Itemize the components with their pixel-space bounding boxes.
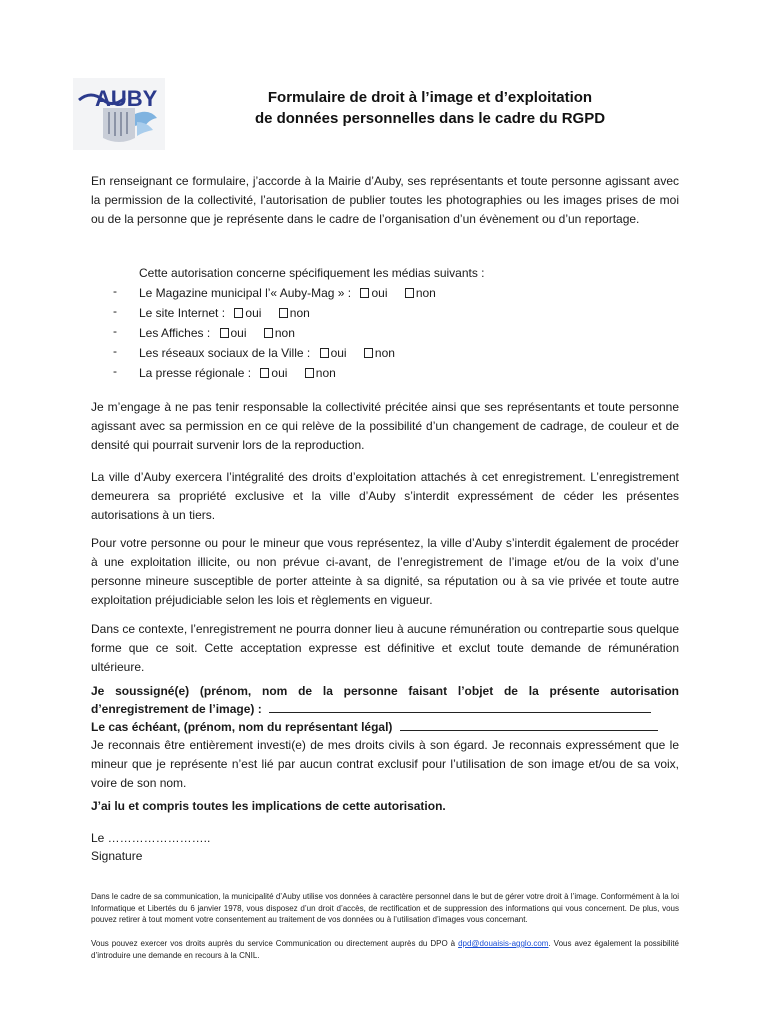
form-title-line2: de données personnelles dans le cadre du RGPD [254, 110, 606, 127]
remuneration-paragraph: Dans ce contexte, l’enregistrement ne pourra donner lieu à aucune rémunération ou contrepartie sous quelque forme que ce soit. Cette acceptation expresse est définitive et exclut toute demande de rémunération ultérieure. [91, 622, 679, 674]
list-dash: - [113, 284, 117, 298]
soussigne-line1: Je soussigné(e) (prénom, nom de la personne faisant l’objet de la présente autorisation [91, 684, 679, 698]
list-dash: - [113, 364, 117, 378]
list-dash: - [113, 304, 117, 318]
oui-checkbox[interactable] [220, 328, 229, 338]
non-label: non [289, 306, 310, 320]
oui-checkbox[interactable] [360, 288, 369, 298]
media-item-label: La presse régionale : [139, 366, 252, 380]
oui-checkbox[interactable] [260, 368, 269, 378]
oui-checkbox[interactable] [320, 348, 329, 358]
representant-input-field[interactable] [400, 719, 658, 731]
representant-label: Le cas échéant, (prénom, nom du représentant légal) [91, 720, 393, 734]
non-label: non [374, 346, 395, 360]
form-title-line1: Formulaire de droit à l’image et d’exploitation [267, 89, 593, 106]
oui-label: oui [271, 366, 288, 380]
civil-rights-paragraph: Je reconnais être entièrement investi(e) de mes droits civils à son égard. Je reconnais expressément que le mineur que je représente n’est lié par aucun contrat exclusif pour l’utilisation de son image et/ou de sa voix, voire de son nom. [91, 738, 679, 790]
oui-label: oui [330, 346, 347, 360]
list-dash: - [113, 344, 117, 358]
media-item-label: Le Magazine municipal l’« Auby-Mag » : [139, 286, 352, 300]
read-understood: J’ai lu et compris toutes les implications de cette autorisation. [91, 799, 446, 813]
auby-logo [73, 78, 165, 150]
media-item-label: Les Affiches : [139, 326, 211, 340]
media-heading: Cette autorisation concerne spécifiquement les médias suivants : [139, 266, 485, 280]
list-dash: - [113, 324, 117, 338]
non-checkbox[interactable] [264, 328, 273, 338]
non-label: non [415, 286, 436, 300]
media-item-label: Les réseaux sociaux de la Ville : [139, 346, 311, 360]
non-label: non [315, 366, 336, 380]
oui-label: oui [371, 286, 388, 300]
name-input-field[interactable] [269, 701, 651, 713]
soussigne-line2: d’enregistrement de l’image) : [91, 702, 262, 716]
footer-rights-text [91, 938, 679, 961]
non-checkbox[interactable] [364, 348, 373, 358]
oui-label: oui [230, 326, 247, 340]
footer-rights-before: Vous pouvez exercer vos droits auprès du service Communication ou directement auprès du DPO à [91, 939, 459, 948]
rights-paragraph: La ville d’Auby exercera l’intégralité des droits d’exploitation attachés à cet enregistrement. L’enregistrement demeurera sa propriété exclusive et la ville d’Auby s’interdit expressément de céder les présentes autorisations à un tiers. [91, 470, 679, 522]
signature-label: Signature [91, 849, 143, 863]
dpo-email-link[interactable]: dpd@douaisis-agglo.com [458, 939, 549, 948]
footer-rights-after: . Vous avez également la possibilité d’introduire une demande en recours à la CNIL. [91, 939, 680, 960]
oui-checkbox[interactable] [234, 308, 243, 318]
responsibility-paragraph: Je m’engage à ne pas tenir responsable la collectivité précitée ainsi que ses représentants et toute personne agissant avec sa permission en ce qui relève de la possibilité d’un changement de cadrage, de couleur et de densité qui pourrait survenir lors de la reproduction. [91, 400, 679, 452]
minor-paragraph: Pour votre personne ou pour le mineur que vous représentez, la ville d’Auby s’interdit également de procéder à une exploitation illicite, ou non prévue ci-avant, de l’enregistrement de l’image et/ou de la voix d’une personne mineure susceptible de porter atteinte à sa dignité, sa réputation ou à sa vie privée et toute autre exploitation préjudiciable selon les lois et règlements en vigueur. [91, 536, 679, 607]
logo-text: AUBY [95, 86, 158, 111]
date-line[interactable]: Le …………………….. [91, 831, 211, 845]
media-item-label: Le site Internet : [139, 306, 226, 320]
footer-privacy-text: Dans le cadre de sa communication, la municipalité d’Auby utilise vos données à caractère personnel dans le but de gérer votre droit à l’image. Conformément à la loi Informatique et Libertés du 6 janvier 1978, vous disposez d’un droit d’accès, de rectification et de suppression des informations qui vous concernent. De plus, vous pouvez retirer à tout moment votre consentement au traitement de vos données ou à l’utilisation d’images vous concernant. [91, 892, 679, 925]
non-checkbox[interactable] [405, 288, 414, 298]
intro-paragraph: En renseignant ce formulaire, j’accorde à la Mairie d’Auby, ses représentants et toute personne agissant avec la permission de la collectivité, l’autorisation de publier toutes les photographies ou les images prises de moi ou de la personne que je représente dans le cadre de l’organisation d’un évènement ou d’un reportage. [91, 174, 679, 226]
non-checkbox[interactable] [279, 308, 288, 318]
oui-label: oui [245, 306, 262, 320]
non-label: non [274, 326, 295, 340]
non-checkbox[interactable] [305, 368, 314, 378]
